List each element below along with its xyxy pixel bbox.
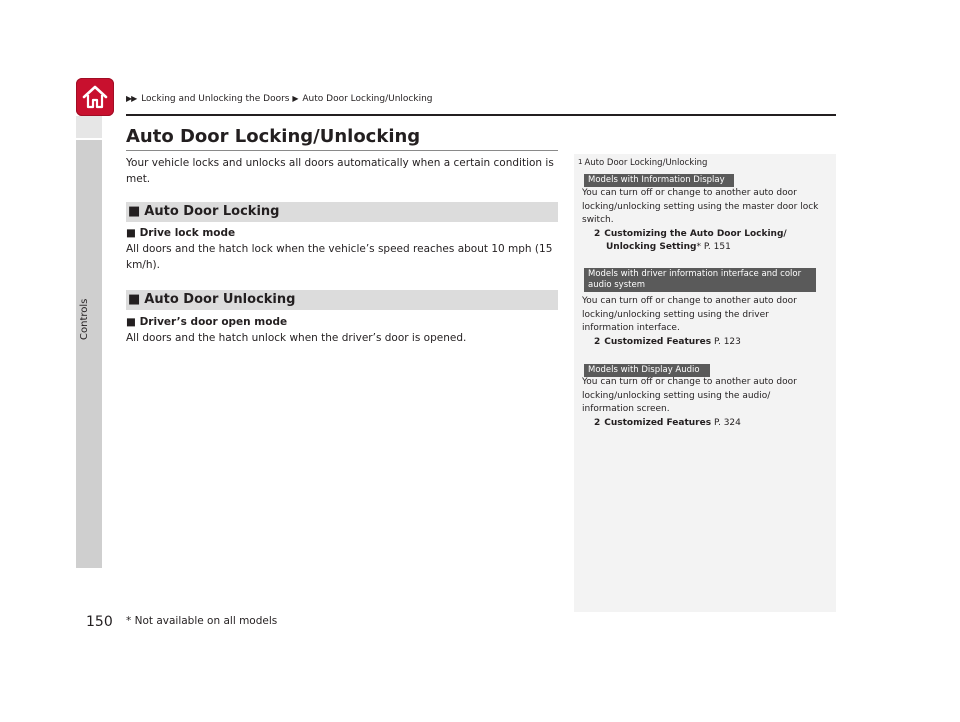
note-paragraph-2 — [582, 295, 822, 349]
cross-reference-link[interactable] — [582, 417, 822, 431]
footnote: * Not available on all models — [126, 615, 278, 627]
page-title: Auto Door Locking/Unlocking — [126, 126, 421, 147]
breadcrumb-item-auto-door[interactable]: Auto Door Locking/Unlocking — [302, 94, 433, 104]
reference-arrow-icon: 2 — [594, 417, 601, 428]
note-text: You can turn off or change to another auto door locking/unlocking setting using the master door lock switch. — [582, 188, 819, 225]
side-tab-top — [76, 116, 102, 138]
note-paragraph-3 — [582, 376, 822, 430]
sub-heading-text: Drive lock mode — [139, 227, 236, 239]
section-heading-unlocking — [126, 290, 558, 310]
note-paragraph-1 — [582, 187, 822, 255]
section-heading-locking — [126, 202, 558, 222]
section-marker-icon: ■ — [128, 204, 141, 219]
breadcrumb-item-locking[interactable]: Locking and Unlocking the Doors — [141, 94, 290, 104]
sub-heading-drive-lock — [126, 227, 235, 239]
breadcrumb-arrow-icon: ▶ — [292, 94, 298, 103]
reference-label: Customized Features — [604, 336, 712, 347]
reference-page: P. 123 — [713, 336, 741, 347]
sub-heading-text: Driver’s door open mode — [139, 316, 288, 328]
side-tab-label: Controls — [79, 298, 90, 340]
cross-reference-link[interactable] — [582, 336, 822, 350]
home-icon — [80, 82, 110, 112]
breadcrumb-arrow-icon: ▶▶ — [126, 94, 137, 103]
section-heading-text: Auto Door Unlocking — [144, 292, 296, 307]
reference-label: Unlocking Setting — [606, 242, 697, 252]
section-marker-icon: ■ — [128, 292, 141, 307]
note-title-text: Auto Door Locking/Unlocking — [584, 158, 708, 168]
reference-page: P. 151 — [703, 242, 731, 252]
model-tag-information-display: Models with Information Display — [584, 174, 734, 187]
body-text-drive-lock: All doors and the hatch lock when the vehicle’s speed reaches about 10 mph (15 km/h). — [126, 243, 553, 271]
note-text: You can turn off or change to another auto door locking/unlocking setting using the driver information interface. — [582, 296, 797, 333]
body-text-drivers-door: All doors and the hatch unlock when the driver’s door is opened. — [126, 332, 467, 344]
intro-text: Your vehicle locks and unlocks all doors automatically when a certain condition is met. — [126, 157, 554, 185]
side-tab[interactable] — [76, 140, 102, 568]
reference-page: P. 324 — [713, 417, 741, 428]
page-number: 150 — [86, 614, 113, 630]
breadcrumb — [126, 94, 433, 104]
cross-reference-link-cont[interactable] — [582, 241, 822, 255]
sub-marker-icon: ■ — [126, 316, 136, 328]
reference-label: Customizing the Auto Door Locking/ — [604, 228, 787, 239]
footnote-star: * — [696, 242, 701, 252]
cross-reference-link[interactable] — [582, 228, 822, 242]
note-title — [578, 158, 707, 168]
header-divider — [126, 114, 836, 116]
reference-arrow-icon: 2 — [594, 336, 601, 347]
sub-heading-drivers-door — [126, 316, 287, 328]
reference-label: Customized Features — [604, 417, 712, 428]
reference-arrow-icon: 2 — [594, 228, 601, 239]
note-number: 1 — [578, 158, 583, 166]
model-tag-display-audio: Models with Display Audio — [584, 364, 710, 377]
title-divider — [126, 150, 558, 151]
model-tag-driver-info-interface: Models with driver information interface and color audio system — [584, 268, 816, 292]
note-text: You can turn off or change to another auto door locking/unlocking setting using the audio/ information screen. — [582, 377, 797, 414]
home-button[interactable] — [76, 78, 114, 116]
section-heading-text: Auto Door Locking — [144, 204, 280, 219]
sub-marker-icon: ■ — [126, 227, 136, 239]
